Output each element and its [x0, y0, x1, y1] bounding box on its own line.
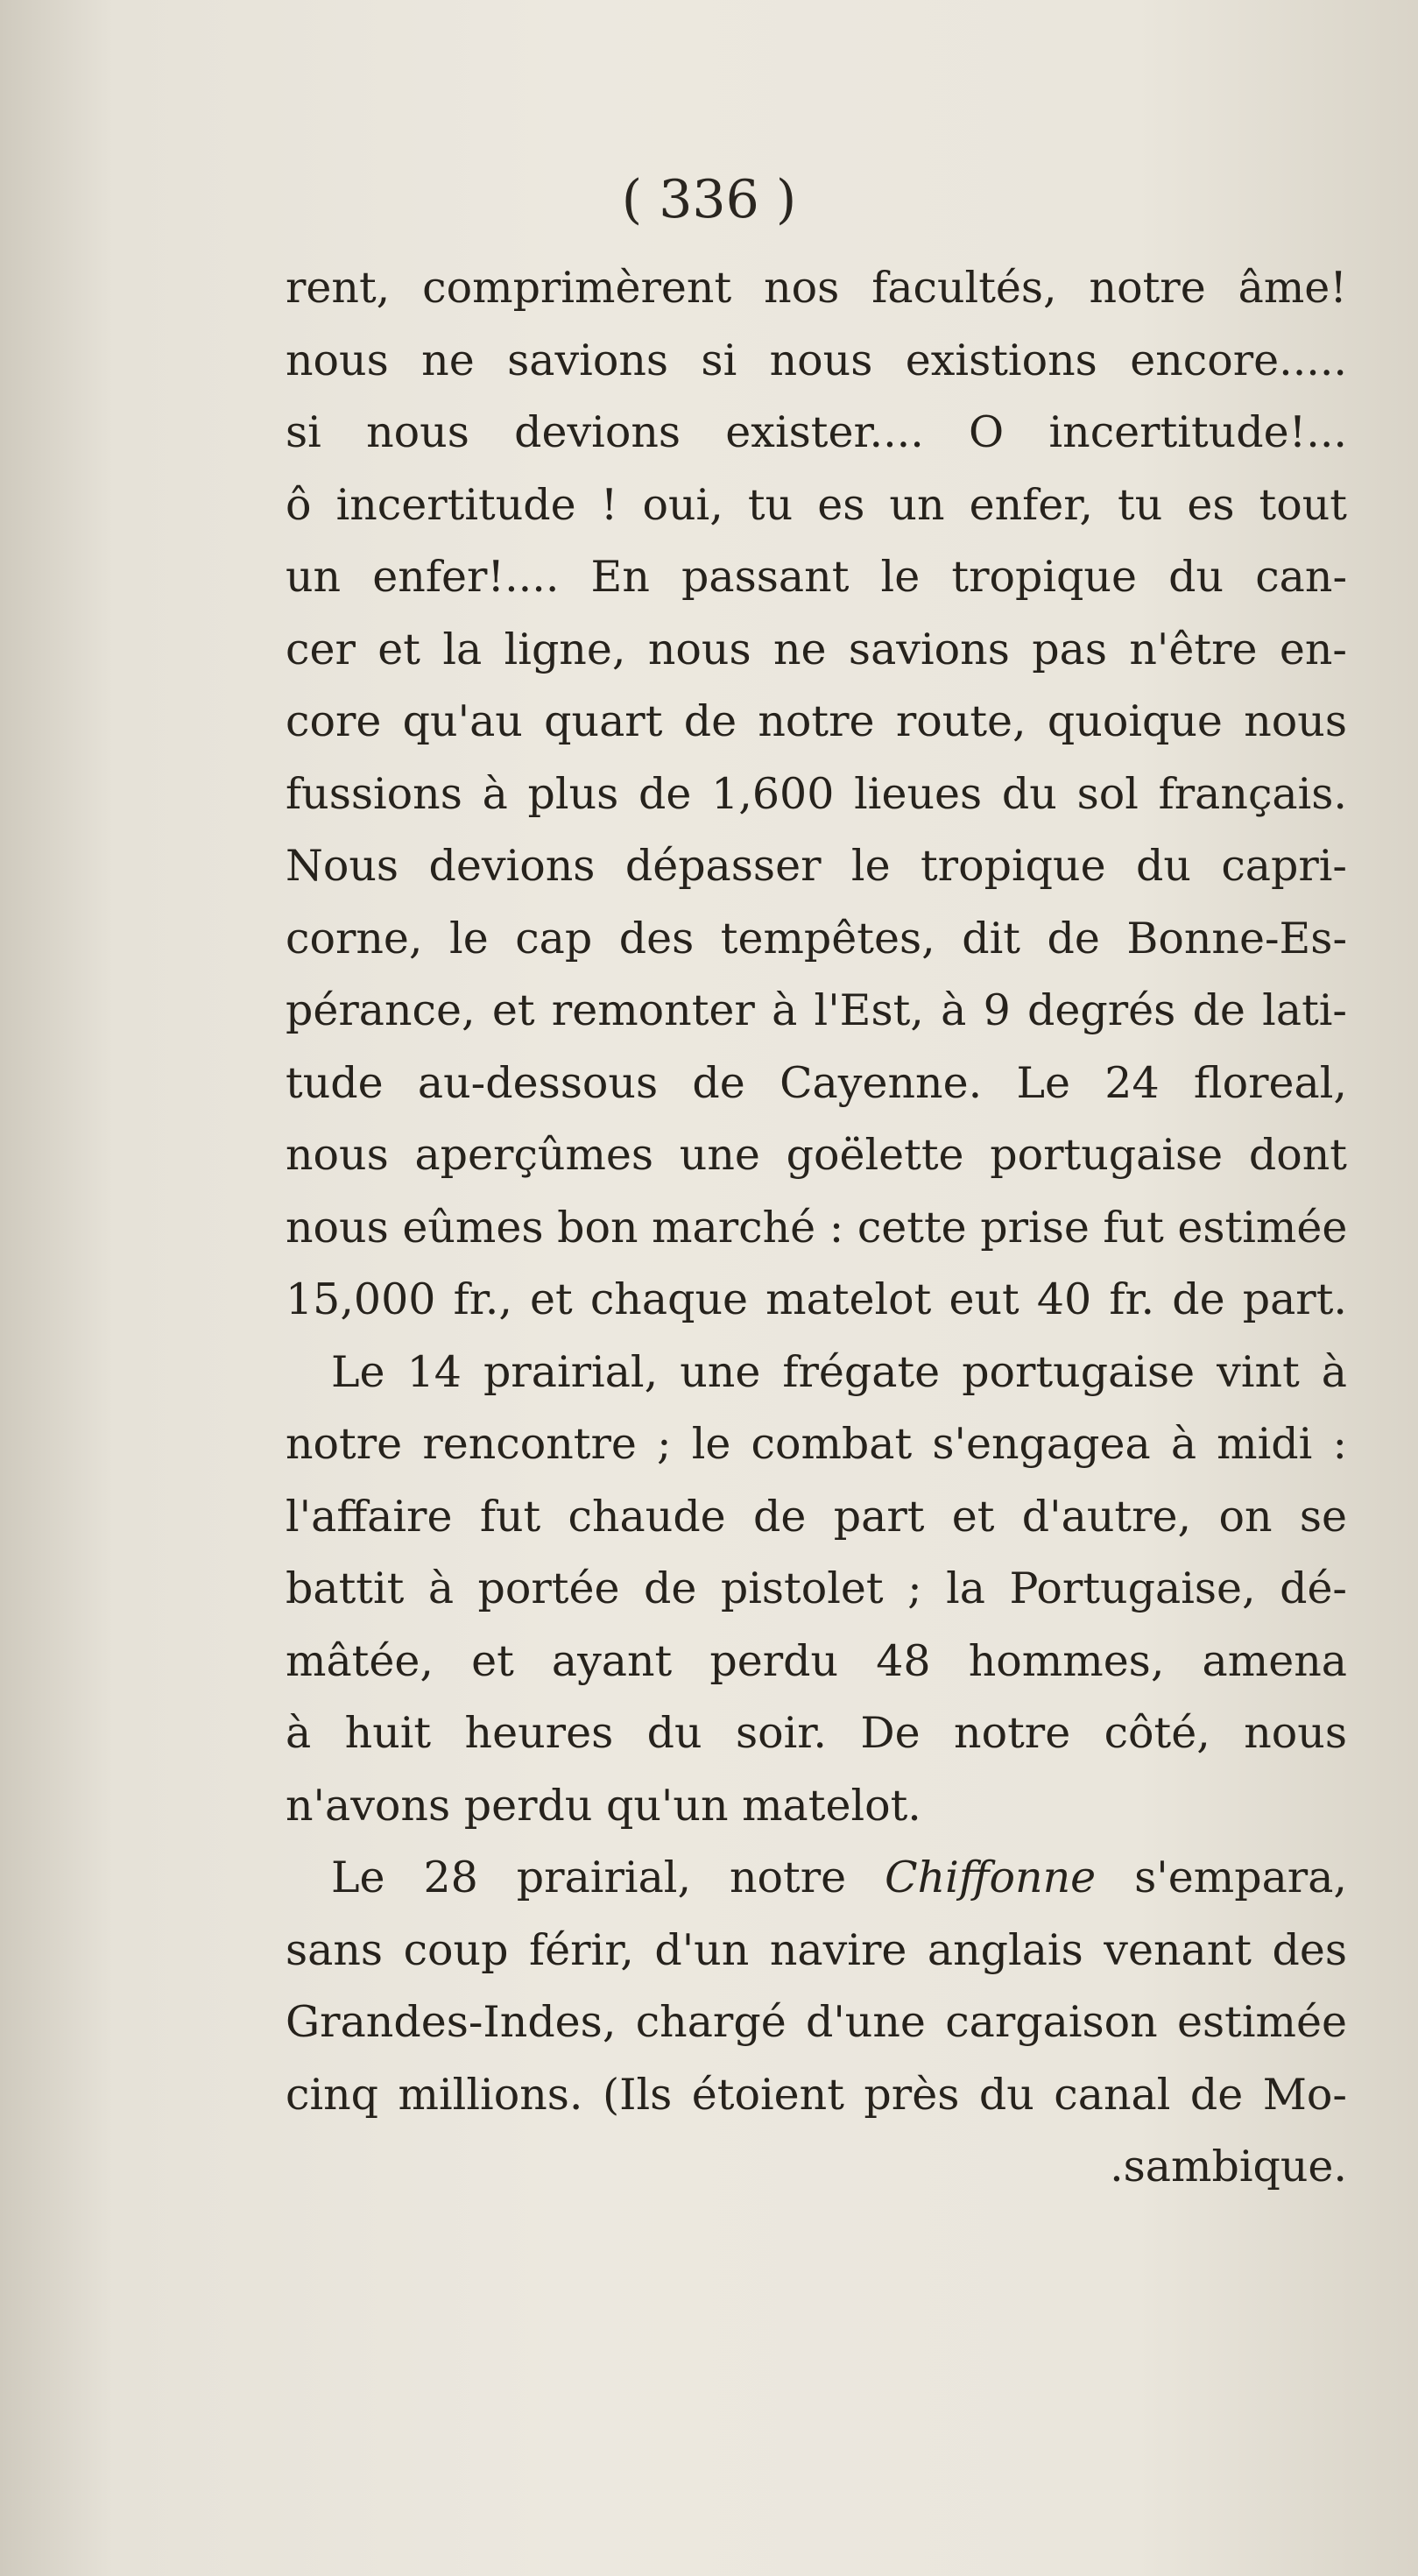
text-line: si nous devions exister.... O incertitude!...: [286, 407, 1347, 457]
text-line: Le 14 prairial, une frégate portugaise vint à: [331, 1346, 1347, 1397]
text-line: nous aperçûmes une goëlette portugaise dont: [286, 1130, 1347, 1180]
text-line: fussions à plus de 1,600 lieues du sol français.: [286, 768, 1347, 819]
text-line: tude au-dessous de Cayenne. Le 24 floreal,: [286, 1057, 1347, 1108]
text-line: un enfer!.... En passant le tropique du can-: [286, 552, 1347, 602]
text-fragment: s'empara,: [1096, 1853, 1347, 1902]
ship-name: Chiffonne: [885, 1853, 1097, 1902]
text-line: Grandes-Indes, chargé d'une cargaison estimée: [286, 1997, 1347, 2047]
text-line: cinq millions. (Ils étoient près du canal de Mo-: [286, 2069, 1347, 2120]
catchword: .sambique.: [1110, 2142, 1347, 2191]
text-line: sans coup férir, d'un navire anglais venant des: [286, 1924, 1347, 1975]
text-line: corne, le cap des tempêtes, dit de Bonne-Es-: [286, 913, 1347, 963]
text-line: core qu'au quart de notre route, quoique nous: [286, 696, 1347, 746]
text-line: n'avons perdu qu'un matelot.: [286, 1780, 921, 1831]
text-line: rent, comprimèrent nos facultés, notre âme!: [286, 263, 1347, 313]
text-line: nous eûmes bon marché : cette prise fut estimée: [286, 1202, 1348, 1253]
text-line: nous ne savions si nous existions encore.....: [286, 335, 1347, 385]
text-fragment: Le 28 prairial, notre: [331, 1853, 885, 1902]
text-line: pérance, et remonter à l'Est, à 9 degrés de lati-: [286, 985, 1347, 1035]
text-line: notre rencontre ; le combat s'engagea à midi :: [286, 1419, 1347, 1469]
text-line: 15,000 fr., et chaque matelot eut 40 fr. de part.: [286, 1274, 1347, 1324]
text-line: l'affaire fut chaude de part et d'autre, on se: [286, 1491, 1347, 1542]
text-line: mâtée, et ayant perdu 48 hommes, amena: [286, 1635, 1347, 1686]
text-line: Nous devions dépasser le tropique du capri-: [286, 841, 1347, 891]
text-line: battit à portée de pistolet ; la Portugaise, dé-: [286, 1563, 1347, 1613]
text-line: à huit heures du soir. De notre côté, nous: [286, 1708, 1347, 1758]
text-line: [286, 1842, 1347, 1915]
text-line: ô incertitude ! oui, tu es un enfer, tu es tout: [286, 479, 1347, 530]
body-text: [286, 252, 1347, 2204]
text-line: cer et la ligne, nous ne savions pas n'être en-: [286, 624, 1347, 674]
page-number: ( 336 ): [621, 169, 797, 230]
